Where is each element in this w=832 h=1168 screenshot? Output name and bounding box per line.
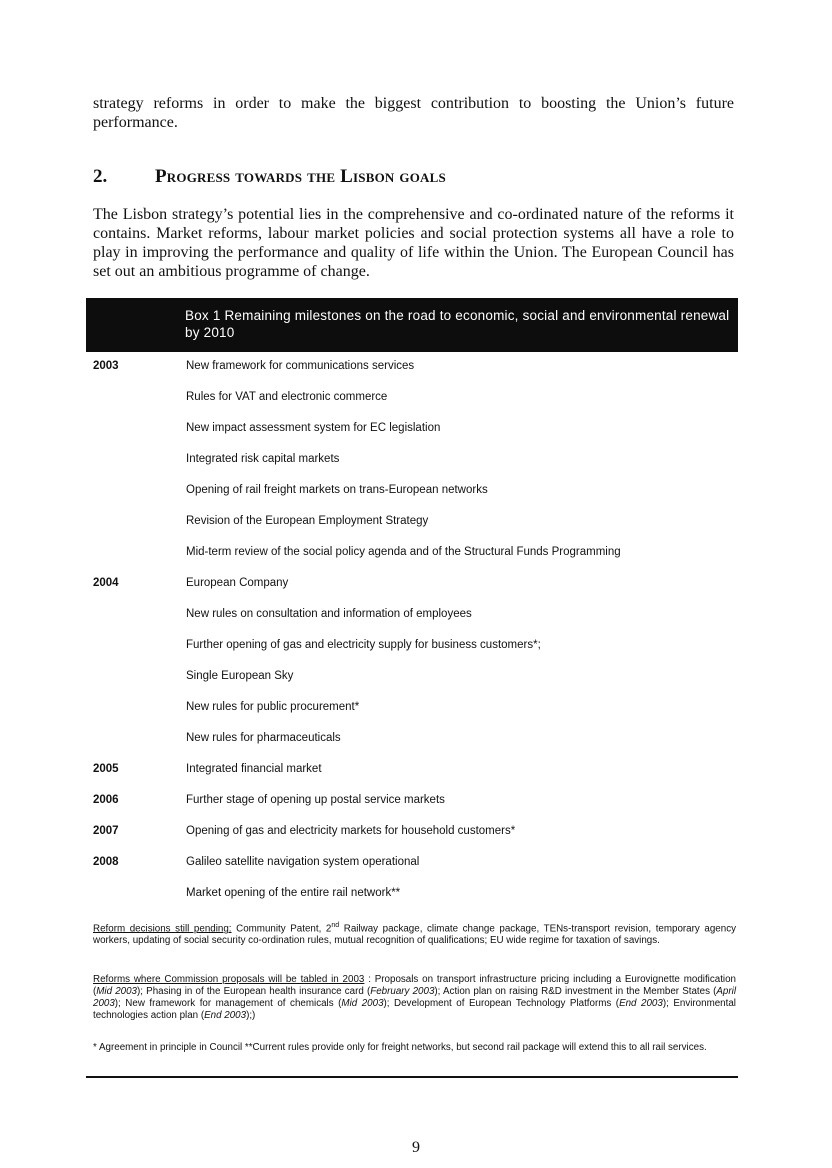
milestone-row	[93, 419, 734, 450]
box-title: Box 1 Remaining milestones on the road to economic, social and environmental renewal by 2010	[185, 308, 730, 340]
note-pending-sup: nd	[331, 922, 340, 929]
note-text: ); Phasing in of the European health insurance card (	[137, 986, 371, 997]
milestone-text: New rules for public procurement*	[186, 701, 360, 713]
milestone-row	[93, 853, 734, 884]
milestone-text: Single European Sky	[186, 670, 294, 682]
milestone-text: New impact assessment system for EC legislation	[186, 422, 441, 434]
page-number: 9	[412, 1139, 420, 1156]
note-text: : Proposals on transport infrastructure pricing including a Eurovignette modification (	[93, 974, 736, 997]
milestone-year: 2007	[93, 825, 119, 837]
note-text: ); New framework for management of chemicals (	[114, 998, 342, 1009]
section-title: Progress towards the Lisbon goals	[155, 166, 446, 187]
milestone-row	[93, 760, 734, 791]
note-date: End 2003	[619, 998, 663, 1009]
box-header	[86, 298, 738, 352]
milestone-row	[93, 729, 734, 760]
box-footnote: * Agreement in principle in Council **Current rules provide only for freight networks, but second rail package will extend this to all rail services.	[93, 1042, 707, 1053]
milestone-text: Galileo satellite navigation system operational	[186, 856, 420, 868]
milestone-row	[93, 605, 734, 636]
milestone-text: New rules on consultation and information of employees	[186, 608, 472, 620]
milestone-text: New rules for pharmaceuticals	[186, 732, 341, 744]
milestone-text: Market opening of the entire rail network**	[186, 887, 401, 899]
milestone-text: Opening of gas and electricity markets for household customers*	[186, 825, 516, 837]
milestone-row	[93, 481, 734, 512]
note-pending-reforms	[93, 920, 736, 947]
milestone-row	[93, 698, 734, 729]
note-date: Mid 2003	[341, 998, 384, 1009]
note-text: );)	[246, 1010, 256, 1021]
milestone-row	[93, 450, 734, 481]
milestone-year: 2006	[93, 794, 119, 806]
intro-paragraph: strategy reforms in order to make the biggest contribution to boosting the Union’s future performance.	[93, 95, 734, 131]
milestone-text: Revision of the European Employment Strategy	[186, 515, 429, 527]
milestone-text: Integrated financial market	[186, 763, 322, 775]
milestone-text: Rules for VAT and electronic commerce	[186, 391, 388, 403]
milestone-year: 2003	[93, 360, 119, 372]
box-bottom-rule	[86, 1076, 738, 1078]
note-pending-text-b: Railway package, climate change package, TENs-transport revision, temporary agency workers, updating of social security co-ordination rules, mutual recognition of qualifications; EU wide regime for taxation of savings.	[93, 923, 736, 947]
milestone-row	[93, 636, 734, 667]
section-heading	[93, 166, 734, 188]
section-number: 2.	[93, 166, 108, 187]
milestone-text: European Company	[186, 577, 289, 589]
milestone-text: Further opening of gas and electricity supply for business customers*;	[186, 639, 541, 651]
milestone-row	[93, 512, 734, 543]
milestone-year: 2008	[93, 856, 119, 868]
milestone-year: 2004	[93, 577, 119, 589]
note-text: ); Development of European Technology Platforms (	[383, 998, 620, 1009]
milestone-row	[93, 388, 734, 419]
milestone-list	[93, 357, 734, 915]
note-date: End 2003	[204, 1010, 247, 1021]
note-date: April 2003	[93, 986, 736, 1009]
milestone-row	[93, 357, 734, 388]
milestone-row	[93, 822, 734, 853]
milestone-row	[93, 791, 734, 822]
milestone-row	[93, 543, 734, 574]
milestone-year: 2005	[93, 763, 119, 775]
milestone-text: Mid-term review of the social policy agenda and of the Structural Funds Programming	[186, 546, 621, 558]
note-text: ); Action plan on raising R&D investment in the Member States (	[434, 986, 717, 997]
note-text: ); Environmental technologies action plan (	[93, 998, 736, 1021]
milestone-row	[93, 884, 734, 915]
milestone-row	[93, 574, 734, 605]
milestone-row	[93, 667, 734, 698]
note-pending-label: Reform decisions still pending:	[93, 923, 232, 935]
note-pending-text-a: Community Patent, 2	[231, 923, 332, 935]
note-date: February 2003	[370, 986, 435, 997]
lead-paragraph: The Lisbon strategy’s potential lies in the comprehensive and co-ordinated nature of the reforms it contains. Market reforms, labour market policies and social protection systems all have a role to play in improving the performance and quality of life within the Union. The European Council has set out an ambitious programme of change.	[93, 206, 734, 280]
note-commission-proposals	[93, 974, 736, 1022]
note-date: Mid 2003	[96, 986, 138, 997]
milestone-text: Opening of rail freight markets on trans-European networks	[186, 484, 488, 496]
note-proposals-label: Reforms where Commission proposals will be tabled in 2003	[93, 974, 365, 985]
milestone-text: New framework for communications services	[186, 360, 415, 372]
milestone-text: Further stage of opening up postal service markets	[186, 794, 445, 806]
milestone-text: Integrated risk capital markets	[186, 453, 340, 465]
